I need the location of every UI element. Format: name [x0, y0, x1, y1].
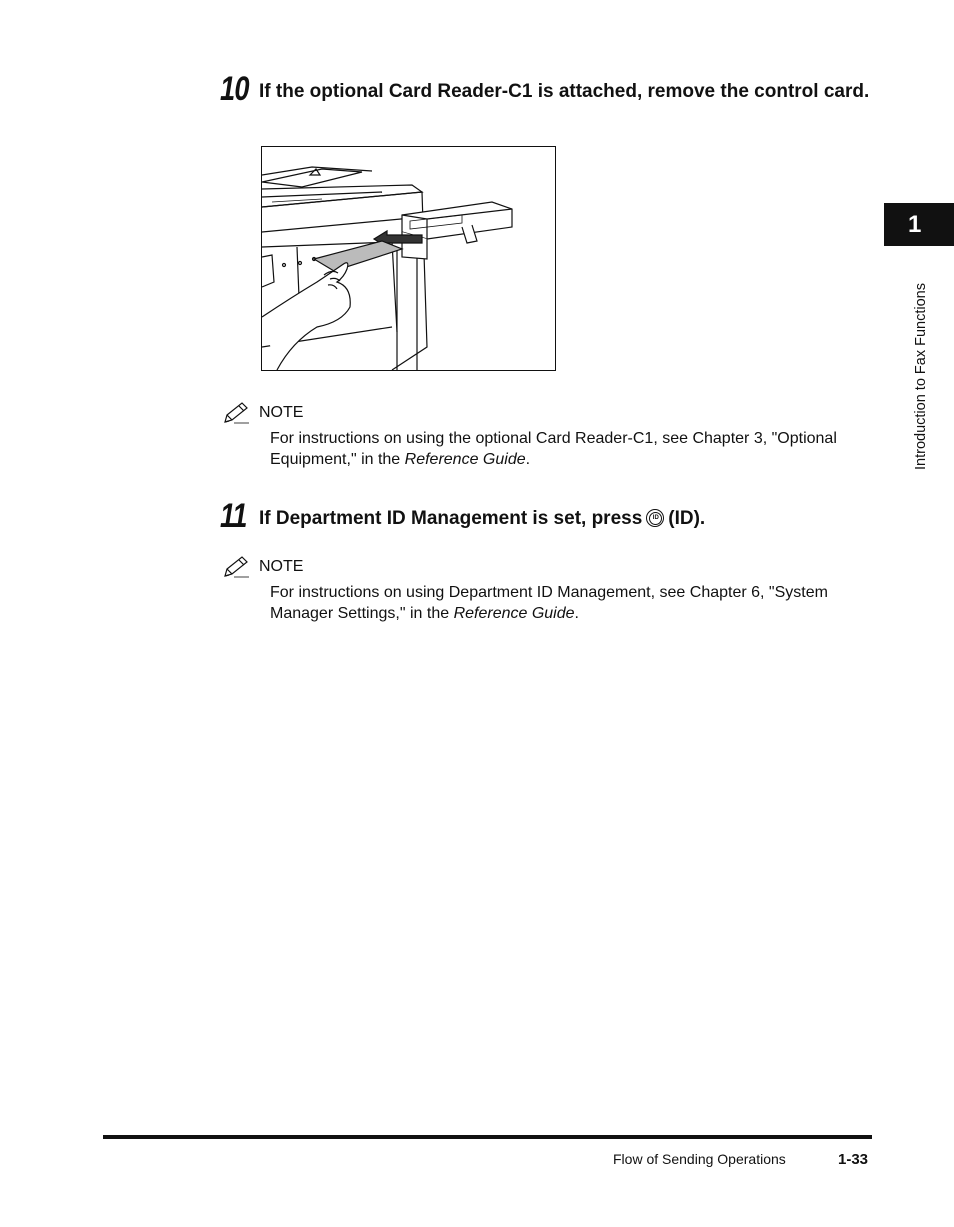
- footer-rule: [103, 1135, 872, 1139]
- note-text: [270, 582, 870, 624]
- step-instruction: If the optional Card Reader-C1 is attached, remove the control card.: [259, 81, 870, 102]
- page-number: 1-33: [838, 1151, 869, 1168]
- note-label: NOTE: [259, 404, 304, 421]
- chapter-tab: 1: [884, 203, 954, 246]
- note-text-plain: For instructions on using the optional Card Reader-C1, see Chapter 3, "Optional Equipment," in the: [270, 430, 837, 468]
- note-label: NOTE: [259, 558, 304, 575]
- chapter-title: Introduction to Fax Functions: [913, 283, 929, 470]
- note-text-reference: Reference Guide: [453, 605, 575, 622]
- pencil-icon: [222, 555, 250, 579]
- chapter-title-vertical: [911, 250, 931, 470]
- note-text: [270, 428, 870, 470]
- id-key-icon: [646, 509, 664, 527]
- card-removal-drawing: [262, 147, 555, 370]
- footer-section-title: Flow of Sending Operations: [613, 1151, 786, 1167]
- pencil-icon: [222, 401, 250, 425]
- step-instruction-text: If Department ID Management is set, press: [259, 508, 643, 529]
- step-instruction: [259, 507, 874, 531]
- note-text-plain: For instructions on using Department ID Management, see Chapter 6, "System Manager Settings," in the: [270, 584, 828, 622]
- note-text-reference: Reference Guide: [404, 451, 526, 468]
- step-number: 10: [220, 70, 249, 108]
- note-text-end: .: [574, 605, 579, 622]
- card-reader-illustration: [261, 146, 556, 371]
- id-key-label: ID: [649, 512, 662, 525]
- step-number: 11: [220, 497, 247, 535]
- note-text-end: .: [525, 451, 531, 468]
- step-instruction-end: (ID).: [668, 508, 706, 529]
